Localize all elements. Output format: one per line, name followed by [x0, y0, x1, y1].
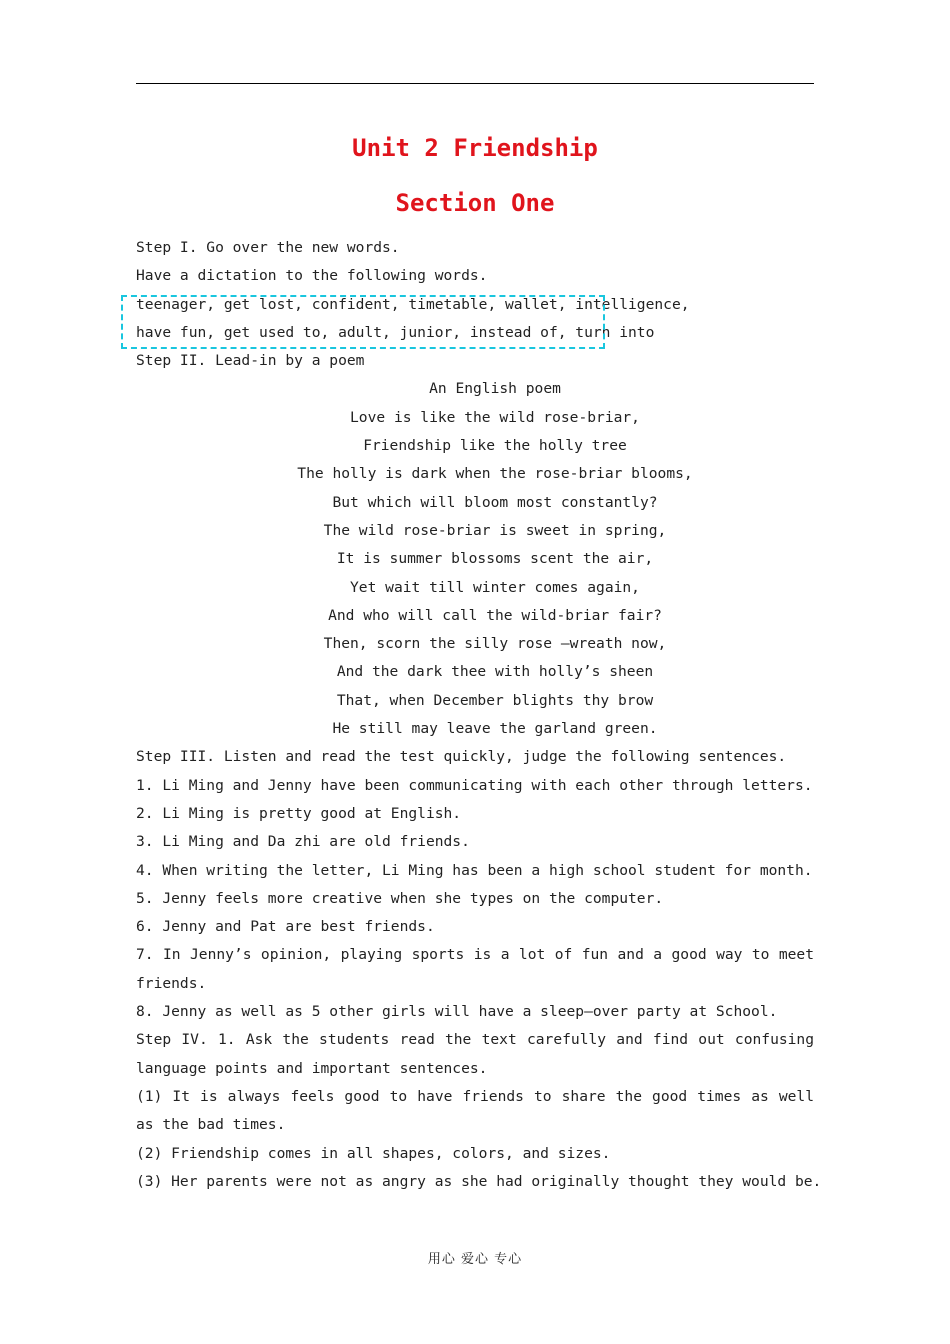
poem-line: The wild rose-briar is sweet in spring,: [323, 521, 667, 539]
document-body: [136, 234, 822, 1196]
poem-line: And who will call the wild-briar fair?: [328, 606, 662, 624]
step1-instruction: Have a dictation to the following words.: [136, 267, 488, 285]
step2-heading: Step II. Lead-in by a poem: [136, 352, 365, 370]
unit-title: Unit 2 Friendship: [352, 134, 598, 162]
poem-title: An English poem: [429, 380, 561, 398]
header-rule: [136, 83, 814, 84]
judge-sentence: 5. Jenny feels more creative when she types on the computer.: [136, 889, 664, 907]
poem-line: It is summer blossoms scent the air,: [336, 550, 654, 568]
step4-heading: Step IV. 1. Ask the students read the text carefully and find out confusing language points and important sentences.: [136, 1031, 814, 1077]
poem-line: Friendship like the holly tree: [363, 437, 627, 455]
judge-sentence: 2. Li Ming is pretty good at English.: [136, 804, 462, 822]
language-point: (3) Her parents were not as angry as she had originally thought they would be.: [136, 1172, 822, 1190]
step3-heading: Step III. Listen and read the test quickly, judge the following sentences.: [136, 748, 787, 766]
language-point: (1) It is always feels good to have friends to share the good times as well as the bad times.: [136, 1087, 814, 1134]
judge-sentence: 4. When writing the letter, Li Ming has been a high school student for month.: [136, 861, 813, 879]
poem-line: And the dark thee with holly’s sheen: [336, 663, 654, 681]
page-footer: 用心 爱心 专心: [427, 1252, 523, 1267]
step1-heading: Step I. Go over the new words.: [136, 239, 400, 256]
poem: [136, 404, 814, 744]
judge-sentence: 8. Jenny as well as 5 other girls will have a sleep—over party at School.: [136, 1003, 778, 1021]
poem-line: The holly is dark when the rose-briar blooms,: [297, 465, 693, 483]
poem-line: Yet wait till winter comes again,: [350, 578, 640, 596]
poem-line: That, when December blights thy brow: [336, 691, 654, 709]
judge-sentence: 7. In Jenny’s opinion, playing sports is a lot of fun and a good way to meet friends.: [136, 946, 814, 992]
judge-sentence: 1. Li Ming and Jenny have been communicating with each other through letters.: [136, 776, 813, 794]
poem-line: Then, scorn the silly rose –wreath now,: [323, 635, 667, 653]
poem-line: Love is like the wild rose-briar,: [350, 408, 640, 426]
judge-sentence: 6. Jenny and Pat are best friends.: [136, 918, 435, 936]
language-point: (2) Friendship comes in all shapes, colors, and sizes.: [136, 1144, 611, 1162]
section-title: Section One: [395, 189, 555, 217]
poem-line: He still may leave the garland green.: [332, 720, 658, 738]
judge-sentences: [136, 772, 814, 1027]
poem-line: But which will bloom most constantly?: [332, 493, 658, 511]
judge-sentence: 3. Li Ming and Da zhi are old friends.: [136, 833, 470, 851]
language-points: [136, 1083, 822, 1196]
vocab-line-1: teenager, get lost, confident, timetable, wallet, intelligence,: [136, 295, 690, 313]
vocab-line-2: have fun, get used to, adult, junior, instead of, turn into: [136, 323, 655, 341]
